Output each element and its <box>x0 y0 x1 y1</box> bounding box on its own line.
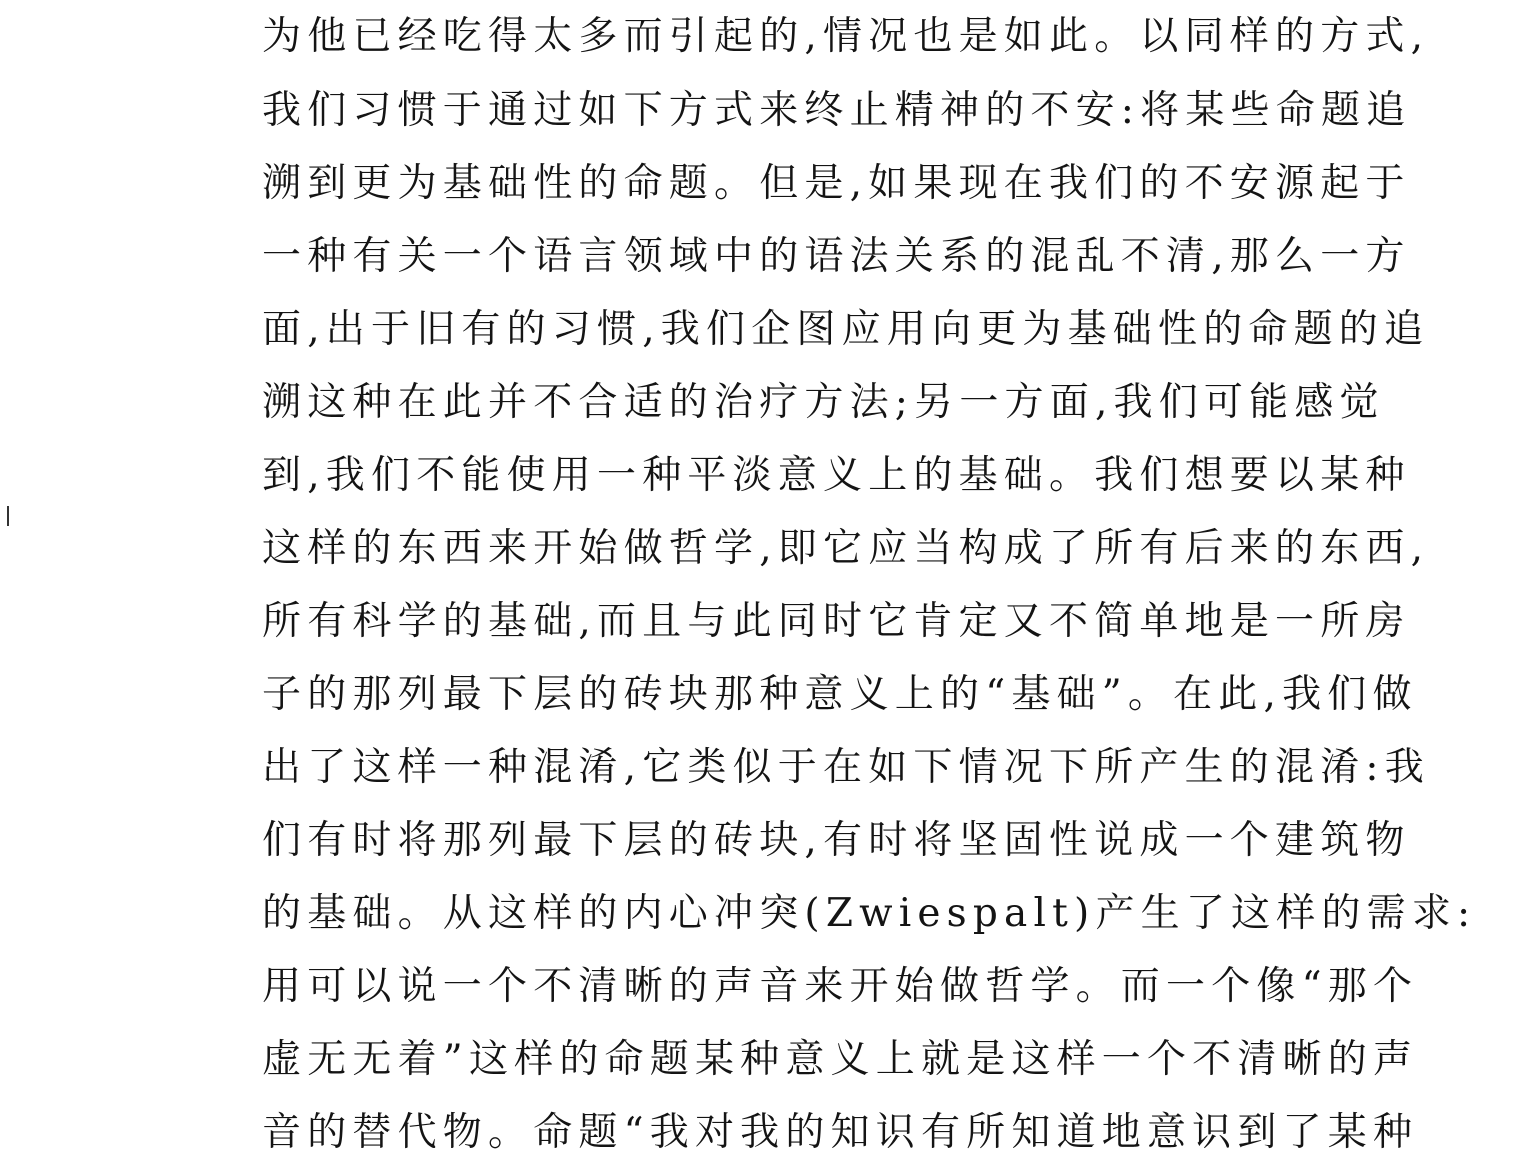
text-line: 子的那列最下层的砖块那种意义上的“基础”。在此,我们做 <box>262 672 1418 717</box>
text-line: 这样的东西来开始做哲学,即它应当构成了所有后来的东西, <box>262 526 1430 571</box>
text-line: 们有时将那列最下层的砖块,有时将坚固性说成一个建筑物 <box>262 818 1411 863</box>
text-line: 音的替代物。命题“我对我的知识有所知道地意识到了某种 <box>262 1110 1419 1155</box>
margin-mark <box>7 506 9 526</box>
text-line: 溯这种在此并不合适的治疗方法;另一方面,我们可能感觉 <box>262 380 1385 425</box>
text-line: 出了这样一种混淆,它类似于在如下情况下所产生的混淆:我 <box>262 745 1430 790</box>
text-line: 到,我们不能使用一种平淡意义上的基础。我们想要以某种 <box>262 453 1411 498</box>
text-line: 溯到更为基础性的命题。但是,如果现在我们的不安源起于 <box>262 161 1411 206</box>
body-text <box>262 0 1477 1169</box>
text-line: 虚无无着”这样的命题某种意义上就是这样一个不清晰的声 <box>262 1037 1419 1082</box>
text-line: 我们习惯于通过如下方式来终止精神的不安:将某些命题追 <box>262 88 1412 133</box>
text-line: 的基础。从这样的内心冲突(Zwiespalt)产生了这样的需求: <box>262 891 1477 936</box>
text-line: 一种有关一个语言领域中的语法关系的混乱不清,那么一方 <box>262 234 1411 279</box>
text-line: 所有科学的基础,而且与此同时它肯定又不简单地是一所房 <box>262 599 1411 644</box>
text-line: 用可以说一个不清晰的声音来开始做哲学。而一个像“那个 <box>262 964 1419 1009</box>
text-line: 面,出于旧有的习惯,我们企图应用向更为基础性的命题的追 <box>262 307 1430 352</box>
text-line: 为他已经吃得太多而引起的,情况也是如此。以同样的方式, <box>262 14 1430 59</box>
